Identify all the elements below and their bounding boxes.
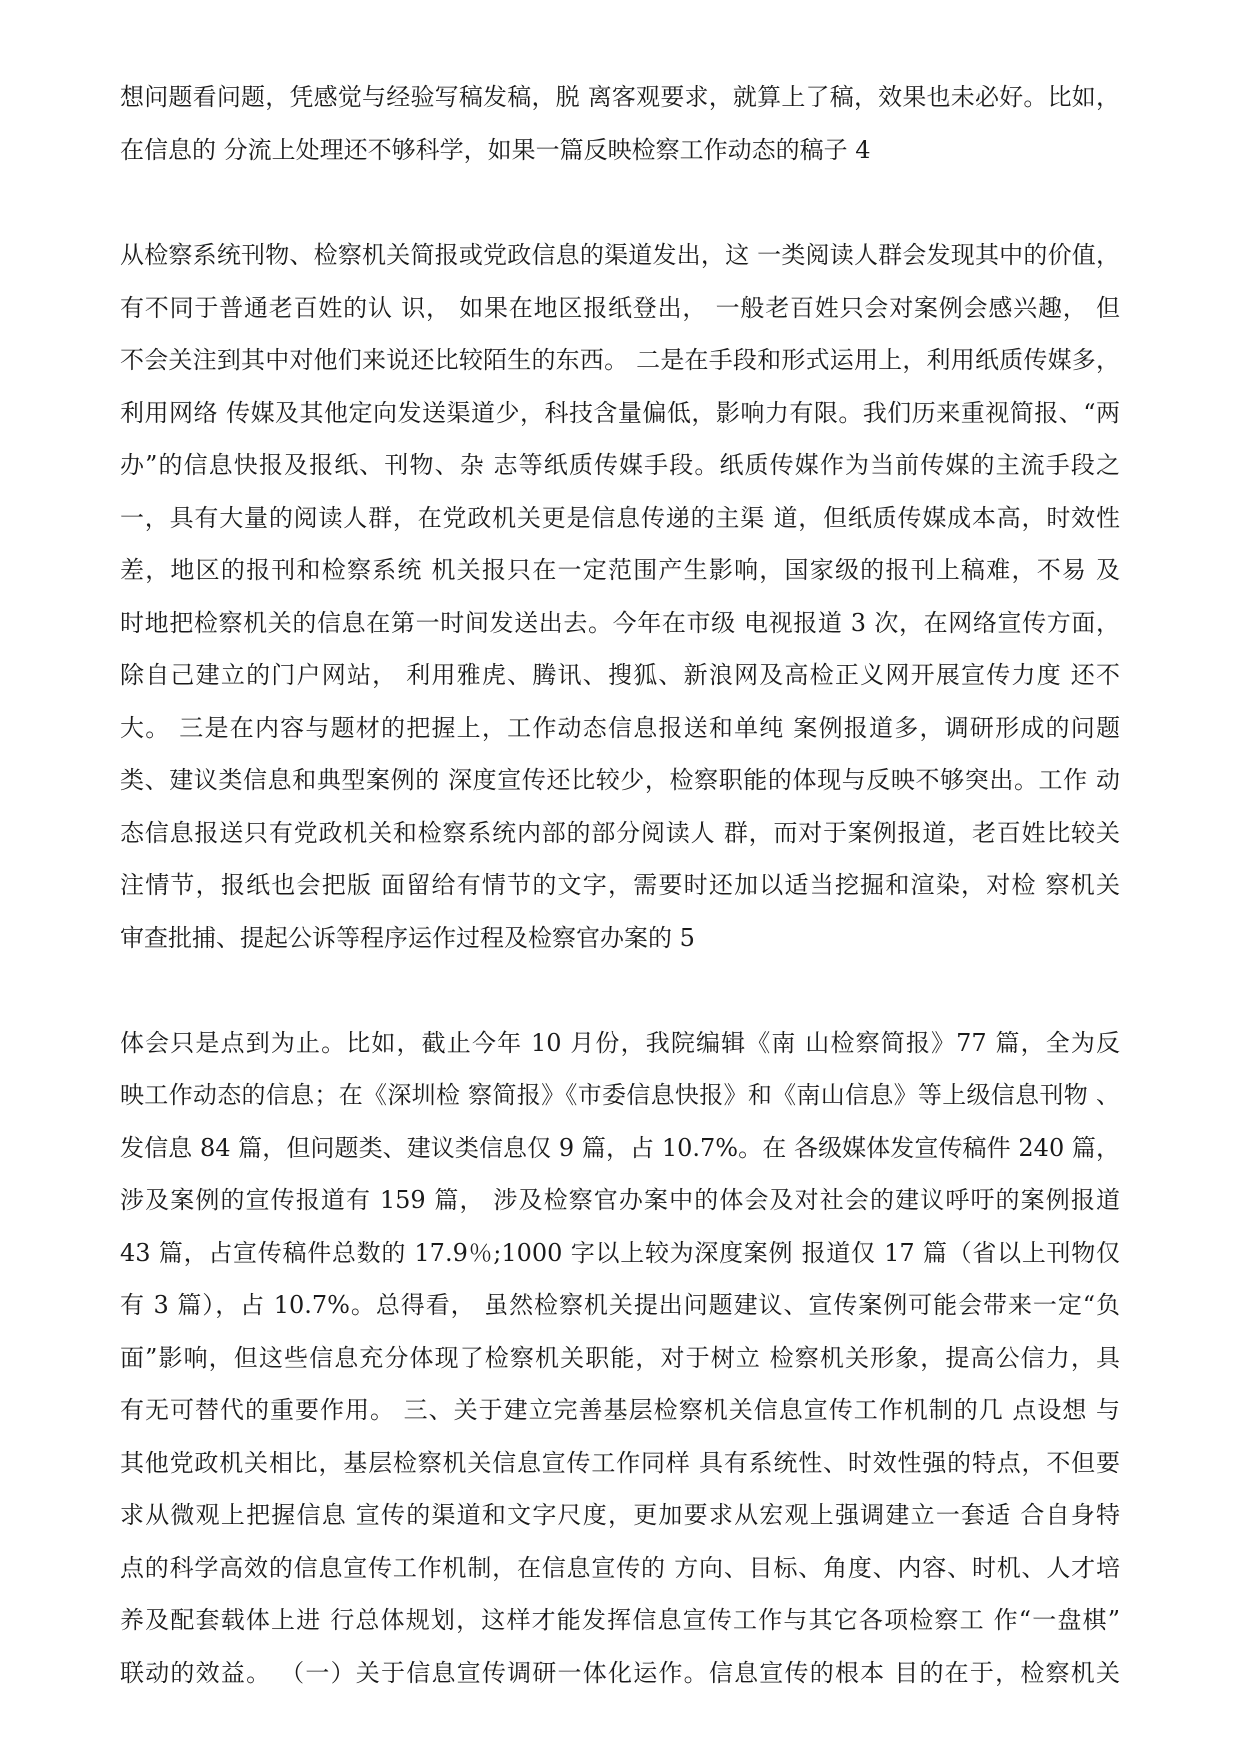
text-line: 不会关注到其中对他们来说还比较陌生的东西。 二是在手段和形式运用上，利用纸质传媒多， bbox=[120, 346, 1120, 374]
text-line: 时地把检察机关的信息在第一时间发送出去。今年在市级 电视报道 3 次，在网络宣传方面， bbox=[120, 609, 1120, 637]
text-line: 差，地区的报刊和检察系统 机关报只在一定范围产生影响，国家级的报刊上稿难，不易 及 bbox=[120, 556, 1120, 584]
text-line: 涉及案例的宣传报道有 159 篇， 涉及检察官办案中的体会及对社会的建议呼吁的案例报道 bbox=[120, 1186, 1120, 1214]
text-line: 有无可替代的重要作用。 三、关于建立完善基层检察机关信息宣传工作机制的几 点设想 与 bbox=[120, 1396, 1120, 1424]
text-line: 面”影响，但这些信息充分体现了检察机关职能，对于树立 检察机关形象，提高公信力，具 bbox=[120, 1344, 1120, 1372]
text-line: 其他党政机关相比，基层检察机关信息宣传工作同样 具有系统性、时效性强的特点，不但要 bbox=[120, 1449, 1120, 1477]
text-line: 态信息报送只有党政机关和检察系统内部的部分阅读人 群，而对于案例报道，老百姓比较关 bbox=[120, 819, 1120, 847]
text-line: 有 3 篇），占 10.7%。总得看， 虽然检察机关提出问题建议、宣传案例可能会带来一定“负 bbox=[120, 1291, 1120, 1319]
text-line: 发信息 84 篇，但问题类、建议类信息仅 9 篇，占 10.7%。在 各级媒体发宣传稿件 240 篇， bbox=[120, 1134, 1120, 1162]
text-line: 求从微观上把握信息 宣传的渠道和文字尺度，更加要求从宏观上强调建立一套适 合自身特 bbox=[120, 1501, 1120, 1529]
text-line: 想问题看问题，凭感觉与经验写稿发稿，脱 离客观要求，就算上了稿，效果也未必好。比如， bbox=[120, 83, 1120, 111]
text-line: 除自己建立的门户网站， 利用雅虎、腾讯、搜狐、新浪网及高检正义网开展宣传力度 还不 bbox=[120, 661, 1120, 689]
text-line: 映工作动态的信息；在《深圳检 察简报》《市委信息快报》和《南山信息》等上级信息刊物 、 bbox=[120, 1081, 1120, 1109]
text-line: 从检察系统刊物、检察机关简报或党政信息的渠道发出，这 一类阅读人群会发现其中的价值， bbox=[120, 241, 1120, 269]
text-line: 审查批捕、提起公诉等程序运作过程及检察官办案的 5 bbox=[120, 924, 695, 952]
text-line: 在信息的 分流上处理还不够科学，如果一篇反映检察工作动态的稿子 4 bbox=[120, 136, 871, 164]
text-line: 养及配套载体上进 行总体规划，这样才能发挥信息宣传工作与其它各项检察工 作“一盘棋” bbox=[120, 1606, 1120, 1634]
text-line: 利用网络 传媒及其他定向发送渠道少，科技含量偏低，影响力有限。我们历来重视简报、“两 bbox=[120, 399, 1120, 427]
text-line: 注情节，报纸也会把版 面留给有情节的文字，需要时还加以适当挖掘和渲染，对检 察机关 bbox=[120, 871, 1120, 899]
text-line: 有不同于普通老百姓的认 识， 如果在地区报纸登出， 一般老百姓只会对案例会感兴趣， 但 bbox=[120, 294, 1120, 322]
text-line: 43 篇，占宣传稿件总数的 17.9％;1000 字以上较为深度案例 报道仅 17 篇（省以上刊物仅 bbox=[120, 1239, 1120, 1267]
text-line: 一，具有大量的阅读人群，在党政机关更是信息传递的主渠 道，但纸质传媒成本高，时效性 bbox=[120, 504, 1120, 532]
text-line: 点的科学高效的信息宣传工作机制，在信息宣传的 方向、目标、角度、内容、时机、人才培 bbox=[120, 1554, 1120, 1582]
text-line: 办”的信息快报及报纸、刊物、杂 志等纸质传媒手段。纸质传媒作为当前传媒的主流手段之 bbox=[120, 451, 1120, 479]
text-line: 大。 三是在内容与题材的把握上，工作动态信息报送和单纯 案例报道多，调研形成的问题 bbox=[120, 714, 1120, 742]
text-line: 联动的效益。 （一）关于信息宣传调研一体化运作。信息宣传的根本 目的在于，检察机关 bbox=[120, 1659, 1120, 1687]
text-line: 体会只是点到为止。比如，截止今年 10 月份，我院编辑《南 山检察简报》77 篇，全为反 bbox=[120, 1029, 1120, 1057]
text-line: 类、建议类信息和典型案例的 深度宣传还比较少，检察职能的体现与反映不够突出。工作 动 bbox=[120, 766, 1120, 794]
